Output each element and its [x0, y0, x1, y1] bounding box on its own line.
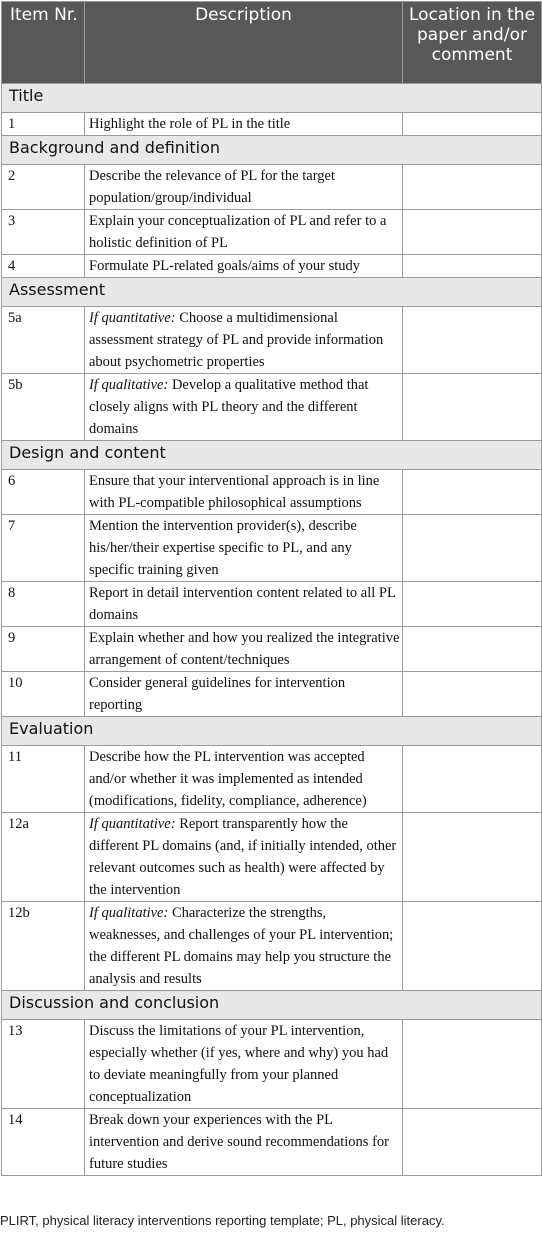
item-number: 2 [2, 165, 85, 210]
item-number: 8 [2, 582, 85, 627]
item-location-cell [403, 746, 542, 813]
item-text: Describe how the PL intervention was accepted and/or whether it was implemented as intended (modifications, fidelity, compliance, adherence) [89, 749, 367, 809]
item-number: 5a [2, 307, 85, 374]
item-description [85, 672, 403, 717]
table-row [2, 515, 542, 582]
item-text: Explain your conceptualization of PL and refer to a holistic definition of PL [89, 213, 387, 251]
item-location-cell [403, 902, 542, 991]
item-location-cell [403, 374, 542, 441]
item-description [85, 307, 403, 374]
item-number: 9 [2, 627, 85, 672]
item-qualifier: If qualitative: [89, 377, 169, 393]
item-text: Break down your experiences with the PL intervention and derive sound recommendations for future studies [89, 1112, 389, 1172]
item-location-cell [403, 165, 542, 210]
item-number: 6 [2, 470, 85, 515]
item-description [85, 627, 403, 672]
item-number: 1 [2, 113, 85, 136]
table-row [2, 374, 542, 441]
section-row [2, 991, 542, 1020]
header-item-number: Item Nr. [2, 2, 85, 84]
section-row [2, 717, 542, 746]
table-body [2, 84, 542, 1176]
item-qualifier: If quantitative: [89, 816, 176, 832]
item-number: 11 [2, 746, 85, 813]
item-location-cell [403, 1020, 542, 1109]
item-location-cell [403, 210, 542, 255]
item-text: Develop a qualitative method that closely aligns with PL theory and the different domains [89, 377, 369, 437]
item-location-cell [403, 113, 542, 136]
table-row [2, 582, 542, 627]
table-header-row [2, 2, 542, 84]
item-location-cell [403, 582, 542, 627]
item-qualifier: If quantitative: [89, 310, 176, 326]
item-number: 12b [2, 902, 85, 991]
item-description [85, 1020, 403, 1109]
item-location-cell [403, 307, 542, 374]
table-footnote: PLIRT, physical literacy interventions reporting template; PL, physical literacy. [0, 1213, 445, 1228]
item-description [85, 374, 403, 441]
table-row [2, 1020, 542, 1109]
section-title: Assessment [2, 278, 542, 307]
item-description [85, 1109, 403, 1176]
table-row [2, 627, 542, 672]
item-number: 10 [2, 672, 85, 717]
item-description [85, 470, 403, 515]
item-text: Ensure that your interventional approach is in line with PL-compatible philosophical assumptions [89, 473, 380, 511]
reporting-template-table [1, 1, 542, 1176]
item-location-cell [403, 515, 542, 582]
item-location-cell [403, 1109, 542, 1176]
header-location: Location in the paper and/or comment [403, 2, 542, 84]
section-title: Background and definition [2, 136, 542, 165]
item-description [85, 515, 403, 582]
item-description [85, 113, 403, 136]
item-location-cell [403, 470, 542, 515]
item-number: 7 [2, 515, 85, 582]
item-text: Describe the relevance of PL for the target population/group/individual [89, 168, 335, 206]
item-text: Explain whether and how you realized the integrative arrangement of content/techniques [89, 630, 400, 668]
item-location-cell [403, 672, 542, 717]
item-text: Consider general guidelines for intervention reporting [89, 675, 346, 713]
item-number: 13 [2, 1020, 85, 1109]
header-description: Description [85, 2, 403, 84]
item-text: Formulate PL-related goals/aims of your study [89, 258, 361, 274]
section-title: Discussion and conclusion [2, 991, 542, 1020]
section-title: Design and content [2, 441, 542, 470]
item-number: 4 [2, 255, 85, 278]
section-title: Evaluation [2, 717, 542, 746]
table-row [2, 210, 542, 255]
item-text: Report transparently how the different PL domains (and, if initially intended, other relevant outcomes such as health) were affected by the intervention [89, 816, 397, 898]
item-description [85, 255, 403, 278]
table-row [2, 165, 542, 210]
table-row [2, 255, 542, 278]
item-text: Report in detail intervention content related to all PL domains [89, 585, 396, 623]
item-number: 3 [2, 210, 85, 255]
item-number: 14 [2, 1109, 85, 1176]
item-description [85, 582, 403, 627]
item-location-cell [403, 627, 542, 672]
table-row [2, 902, 542, 991]
section-row [2, 136, 542, 165]
table-row [2, 672, 542, 717]
item-description [85, 165, 403, 210]
table-row [2, 1109, 542, 1176]
item-text: Characterize the strengths, weaknesses, and challenges of your PL intervention; the different PL domains may help you structure the analysis and results [89, 905, 394, 987]
table-row [2, 746, 542, 813]
section-row [2, 441, 542, 470]
table-row [2, 307, 542, 374]
table-row [2, 813, 542, 902]
item-number: 5b [2, 374, 85, 441]
table-row [2, 470, 542, 515]
section-row [2, 84, 542, 113]
item-description [85, 746, 403, 813]
section-row [2, 278, 542, 307]
item-text: Mention the intervention provider(s), describe his/her/their expertise specific to PL, and any specific training given [89, 518, 357, 578]
item-text: Discuss the limitations of your PL intervention, especially whether (if yes, where and why) you had to deviate meaningfully from your planned conceptualization [89, 1023, 389, 1105]
item-description [85, 813, 403, 902]
item-number: 12a [2, 813, 85, 902]
item-location-cell [403, 813, 542, 902]
item-location-cell [403, 255, 542, 278]
item-description [85, 210, 403, 255]
section-title: Title [2, 84, 542, 113]
item-description [85, 902, 403, 991]
table-row [2, 113, 542, 136]
item-text: Choose a multidimensional assessment strategy of PL and provide information about psychometric properties [89, 310, 384, 370]
item-text: Highlight the role of PL in the title [89, 116, 291, 132]
item-qualifier: If qualitative: [89, 905, 169, 921]
